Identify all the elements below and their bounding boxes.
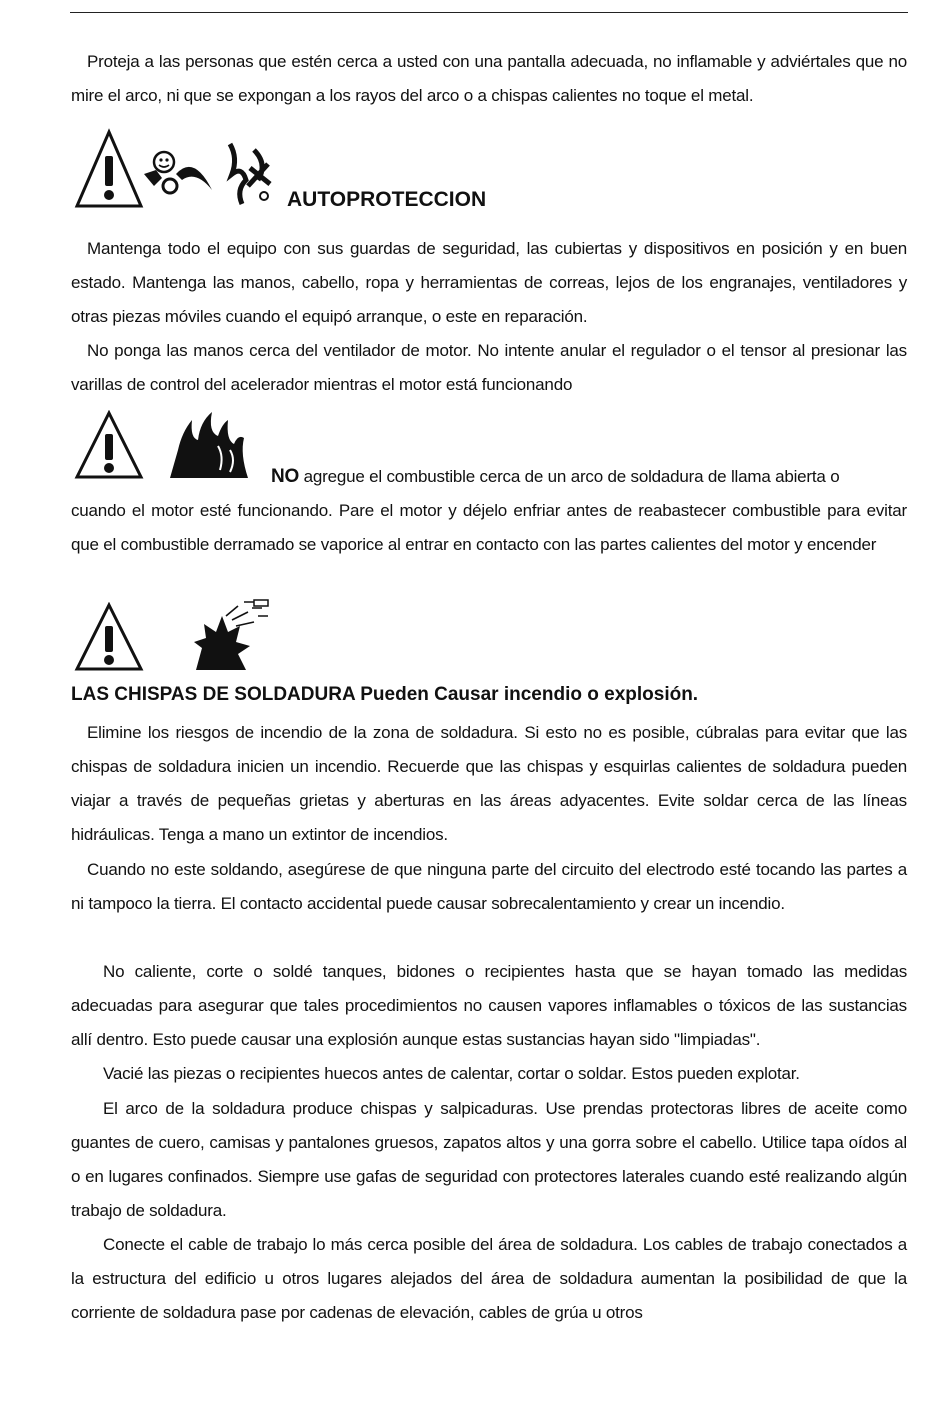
moving-parts-hand-icon <box>142 148 214 198</box>
paragraph-protective-clothing: El arco de la soldadura produce chispas y salpicaduras. Use prendas protectoras libres de aceite como guantes de cuero, camisas y pantalones gruesos, zapatos altos y una gorra sobre el cabello. Utilice tapa oídos al o en lugares confinados. Siempre use gafas de seguridad con protectores laterales cuando esté realizando algún trabajo de soldadura. <box>71 1099 907 1220</box>
paragraph-guards: Mantenga todo el equipo con sus guardas de seguridad, las cubiertas y dispositivos en posición y en buen estado. Mantenga las manos, cabello, ropa y herramientas de correas, lejos de los engranajes, ventiladores y otras piezas móviles cuando el equipó arranque, o este en reparación. <box>71 239 907 326</box>
paragraph-protect-others: Proteja a las personas que estén cerca a usted con una pantalla adecuada, no inflamable y adviértales que no mire el arco, ni que se expongan a los rayos del arco o a chispas calientes no toque el metal. <box>71 52 907 105</box>
top-rule <box>70 12 908 13</box>
no-fuel-first-line <box>71 460 907 494</box>
warning-triangle-icon <box>74 602 144 672</box>
heading-autoproteccion: AUTOPROTECCION <box>287 188 487 211</box>
paragraph-not-welding: Cuando no este soldando, asegúrese de que ninguna parte del circuito del electrodo esté tocando las partes a ni tampoco la tierra. El contacto accidental puede causar sobrecalentamiento y crear un incendio. <box>71 860 907 913</box>
paragraph-fire-risks: Elimine los riesgos de incendio de la zona de soldadura. Si esto no es posible, cúbralas para evitar que las chispas de soldadura inicien un incendio. Recuerde que las chispas y esquirlas calientes de soldadura pueden viajar a través de pequeñas grietas y aberturas en las áreas adyacentes. Evite soldar cerca de las líneas hidráulicas. Tenga a mano un extintor de incendios. <box>71 723 907 844</box>
no-fuel-rest: cuando el motor esté funcionando. Pare el motor y déjelo enfriar antes de reabastecer combustible para evitar que el combustible derramado se vaporice al entrar en contacto con las partes calientes del motor y encender <box>71 501 907 554</box>
explosion-sparks-icon <box>192 598 274 672</box>
hair-entanglement-icon <box>224 140 274 206</box>
paragraph-fan: No ponga las manos cerca del ventilador de motor. No intente anular el regulador o el tensor al presionar las varillas de control del acelerador mientras el motor está funcionando <box>71 341 907 394</box>
paragraph-work-cable: Conecte el cable de trabajo lo más cerca posible del área de soldadura. Los cables de trabajo conectados a la estructura del edificio u otros lugares alejados del área de soldadura aumentan la posibilidad de que la corriente de soldadura pase por cadenas de elevación, cables de grúa u otros <box>71 1235 907 1322</box>
heading-chispas: LAS CHISPAS DE SOLDADURA Pueden Causar incendio o explosión. <box>71 684 699 705</box>
warning-triangle-icon <box>74 128 144 210</box>
no-fuel-first-text: agregue el combustible cerca de un arco de soldadura de llama abierta o <box>303 467 840 486</box>
paragraph-tanks: No caliente, corte o soldé tanques, bidones o recipientes hasta que se hayan tomado las medidas adecuadas para asegurar que tales procedimientos no causen vapores inflamables o tóxicos de las sustancias allí dentro. Esto puede causar una explosión aunque estas sustancias hayan sido "limpiadas". <box>71 962 907 1049</box>
paragraph-no-fuel <box>71 460 907 562</box>
paragraph-empty-parts: Vacié las piezas o recipientes huecos antes de calentar, cortar o soldar. Estos pueden explotar. <box>103 1064 800 1083</box>
no-emphasis: NO <box>271 466 300 487</box>
